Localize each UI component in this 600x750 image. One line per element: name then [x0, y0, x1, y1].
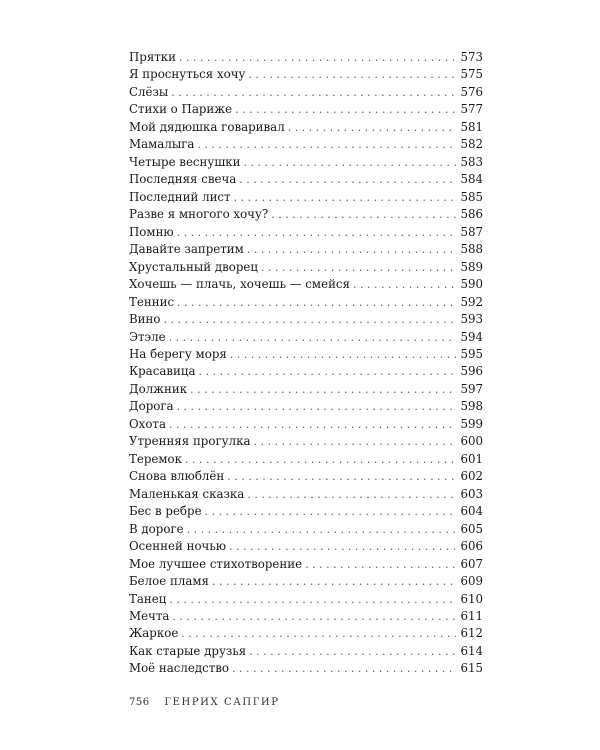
dot-leader — [253, 433, 456, 450]
toc-entry — [129, 84, 483, 101]
toc-entry — [129, 521, 483, 538]
toc-entry-page: 597 — [460, 381, 483, 396]
toc-entry-page: 595 — [460, 346, 483, 361]
toc-entry-page: 586 — [460, 207, 483, 222]
toc-entry-title: Снова влюблён — [129, 469, 225, 484]
toc-entry-page: 600 — [460, 434, 483, 449]
toc-entry-page: 575 — [460, 67, 483, 82]
toc-entry-title: Маленькая сказка — [129, 486, 245, 501]
toc-entry-title: Моё наследство — [129, 661, 230, 676]
toc-entry-title: Слёзы — [129, 84, 169, 99]
toc-entry-page: 577 — [460, 102, 483, 117]
toc-entry — [129, 660, 483, 677]
toc-entry-title: Мечта — [129, 609, 170, 623]
toc-entry-title: Мое лучшее стихотворение — [129, 556, 303, 571]
toc-entry-page: 587 — [460, 224, 483, 239]
dot-leader — [248, 66, 456, 83]
dot-leader — [271, 206, 456, 223]
toc-entry — [129, 346, 483, 363]
dot-leader — [261, 259, 457, 276]
dot-leader — [229, 538, 456, 555]
toc-entry — [129, 49, 483, 66]
toc-entry-page: 582 — [460, 137, 483, 152]
dot-leader — [187, 521, 457, 538]
toc-entry-title: Как старые друзья — [129, 643, 247, 658]
toc-entry-page: 603 — [460, 486, 483, 501]
toc-entry — [129, 381, 483, 398]
dot-leader — [177, 224, 457, 241]
toc-entry-page: 585 — [460, 189, 483, 204]
toc-entry — [129, 398, 483, 415]
dot-leader — [179, 49, 456, 66]
toc-entry — [129, 468, 483, 485]
toc-entry-title: Давайте запретим — [129, 242, 244, 257]
toc-entry-page: 607 — [460, 556, 483, 571]
dot-leader — [172, 608, 456, 625]
toc-entry — [129, 556, 483, 573]
toc-entry-title: Хочешь — плачь, хочешь — смейся — [129, 277, 350, 292]
toc-entry-page: 589 — [460, 259, 483, 274]
dot-leader — [230, 346, 457, 363]
dot-leader — [232, 660, 456, 677]
toc-entry — [129, 241, 483, 258]
toc-entry-page: 588 — [460, 242, 483, 257]
toc-entry-page: 612 — [460, 626, 483, 641]
toc-entry-page: 596 — [460, 364, 483, 379]
toc-entry — [129, 538, 483, 555]
dot-leader — [181, 625, 456, 642]
toc-entry-title: Прятки — [129, 50, 177, 64]
dot-leader — [227, 468, 456, 485]
toc-entry-page: 576 — [460, 84, 483, 99]
dot-leader — [234, 189, 457, 206]
dot-leader — [171, 84, 456, 101]
toc-entry-page: 573 — [460, 50, 483, 64]
toc-entry — [129, 503, 483, 520]
dot-leader — [239, 171, 456, 188]
dot-leader — [197, 136, 456, 153]
toc-entry — [129, 591, 483, 608]
toc-entry-title: Теремок — [129, 451, 183, 466]
dot-leader — [198, 363, 456, 380]
toc-entry — [129, 119, 483, 136]
dot-leader — [249, 643, 456, 660]
toc-entry-page: 598 — [460, 399, 483, 414]
dot-leader — [244, 154, 457, 171]
toc-entry-title: Мой дядюшка говаривал — [129, 119, 285, 134]
toc-entry-title: Осенней ночью — [129, 539, 227, 554]
dot-leader — [247, 241, 457, 258]
dot-leader — [177, 294, 456, 311]
toc-entry-title: Последняя свеча — [129, 172, 237, 187]
toc-entry-title: Утренняя прогулка — [129, 434, 251, 449]
toc-entry-title: Жаркое — [129, 626, 179, 641]
toc-entry-page: 604 — [460, 504, 483, 519]
toc-entry-page: 614 — [460, 643, 483, 658]
toc-entry — [129, 206, 483, 223]
dot-leader — [169, 329, 457, 346]
toc-entry-title: Разве я многого хочу? — [129, 207, 269, 222]
toc-entry — [129, 573, 483, 590]
toc-entry — [129, 154, 483, 171]
toc-entry-page: 615 — [460, 661, 483, 676]
dot-leader — [205, 503, 457, 520]
toc-entry — [129, 224, 483, 241]
dot-leader — [288, 119, 457, 136]
toc-entry-title: Танец — [129, 591, 167, 606]
toc-entry-page: 609 — [460, 574, 483, 589]
toc-entry-title: Хрустальный дворец — [129, 259, 258, 274]
dot-leader — [247, 486, 456, 503]
toc-entry-page: 605 — [460, 521, 483, 536]
dot-leader — [169, 591, 456, 608]
toc-entry-title: Стихи о Париже — [129, 102, 233, 117]
toc-entry-title: Белое пламя — [129, 574, 209, 589]
toc-entry-page: 602 — [460, 469, 483, 484]
toc-entry-title: Должник — [129, 381, 188, 396]
toc-entry — [129, 294, 483, 311]
toc-entry-page: 592 — [460, 294, 483, 309]
toc-entry — [129, 259, 483, 276]
dot-leader — [185, 451, 456, 468]
toc-entry-page: 583 — [460, 154, 483, 169]
dot-leader — [305, 556, 456, 573]
page-number: 756 — [129, 697, 150, 708]
dot-leader — [177, 398, 457, 415]
toc-entry-page: 590 — [460, 277, 483, 292]
toc-entry-page: 606 — [460, 539, 483, 554]
toc-entry — [129, 608, 483, 625]
toc-entry — [129, 486, 483, 503]
dot-leader — [235, 101, 456, 118]
toc-entry-title: Последний лист — [129, 189, 231, 204]
dot-leader — [190, 381, 456, 398]
toc-entry — [129, 101, 483, 118]
toc-entry-title: Вино — [129, 312, 161, 327]
toc-entry-page: 610 — [460, 591, 483, 606]
toc-entry-page: 594 — [460, 329, 483, 344]
toc-entry — [129, 451, 483, 468]
page-footer — [129, 697, 280, 708]
toc-entry-page: 593 — [460, 312, 483, 327]
toc-entry — [129, 171, 483, 188]
toc-entry-title: Мамалыга — [129, 137, 195, 152]
toc-entry — [129, 311, 483, 328]
toc-entry-title: Четыре веснушки — [129, 154, 241, 169]
dot-leader — [212, 573, 456, 590]
toc-entry — [129, 276, 483, 293]
toc-entry-title: Бес в ребре — [129, 504, 202, 519]
toc-entry — [129, 136, 483, 153]
dot-leader — [353, 276, 456, 293]
running-head: ГЕНРИХ САПГИР — [164, 697, 280, 708]
toc-entry — [129, 416, 483, 433]
toc-entry-page: 581 — [460, 119, 483, 134]
dot-leader — [169, 416, 456, 433]
toc-entry — [129, 643, 483, 660]
toc-entry-title: Теннис — [129, 294, 175, 309]
toc-entry-title: Этэле — [129, 329, 166, 344]
toc-entry — [129, 363, 483, 380]
toc-entry-title: Красавица — [129, 364, 196, 379]
toc-entry-page: 611 — [460, 609, 483, 623]
toc-entry-title: Охота — [129, 416, 166, 431]
toc-entry-title: На берегу моря — [129, 346, 227, 361]
dot-leader — [164, 311, 457, 328]
toc-entry-title: Помню — [129, 224, 174, 239]
toc-entry-page: 599 — [460, 416, 483, 431]
toc-entry-title: В дороге — [129, 521, 184, 536]
toc-entry-page: 584 — [460, 172, 483, 187]
toc-entry-title: Я проснуться хочу — [129, 67, 246, 82]
toc-entry — [129, 66, 483, 83]
toc-entry — [129, 329, 483, 346]
toc-entry — [129, 625, 483, 642]
table-of-contents — [129, 49, 483, 678]
toc-entry — [129, 433, 483, 450]
toc-entry — [129, 189, 483, 206]
toc-entry-title: Дорога — [129, 399, 174, 414]
toc-entry-page: 601 — [460, 451, 483, 466]
